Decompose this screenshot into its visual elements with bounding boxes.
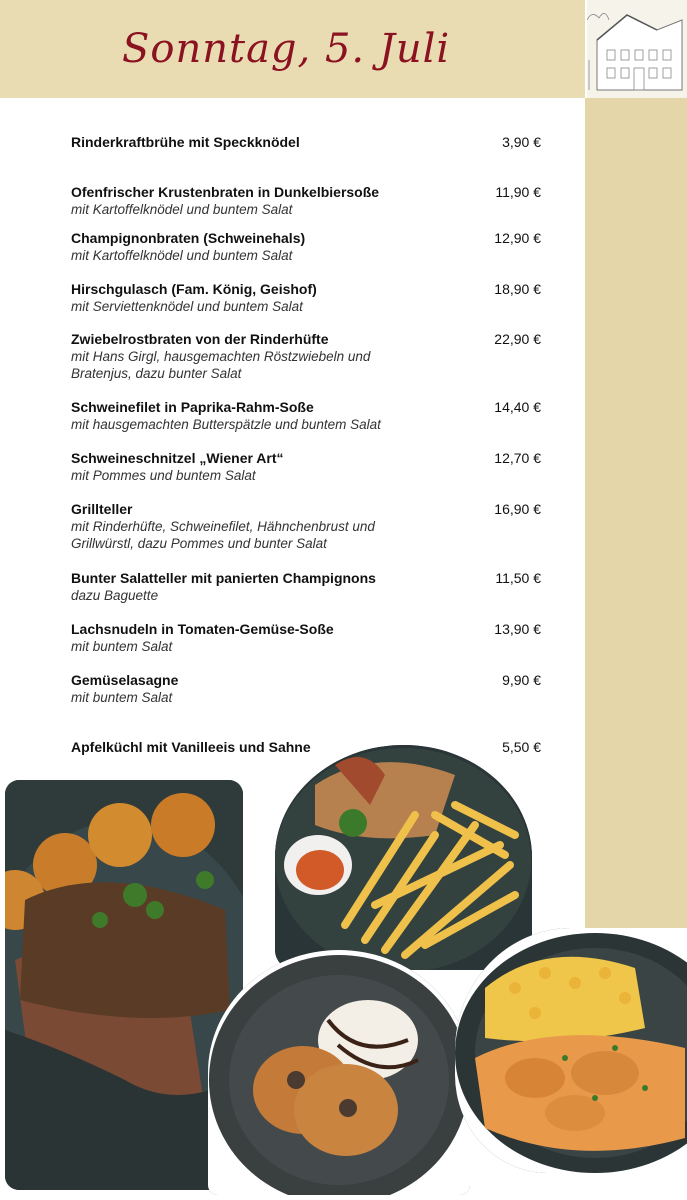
dish-price: 11,50 € — [495, 570, 541, 586]
dish-name: Champignonbraten (Schweinehals) — [71, 230, 306, 246]
dish-price: 12,70 € — [494, 450, 541, 466]
dish-description: mit Pommes und buntem Salat — [71, 468, 256, 483]
photo-schweinefilet — [455, 928, 687, 1173]
dish-description: dazu Baguette — [71, 588, 159, 603]
dish-price: 11,90 € — [495, 184, 541, 200]
dish-name: Grillteller — [71, 501, 133, 517]
dish-description: mit Rinderhüfte, Schweinefilet, Hähnchenbrust und Grillwürstl, dazu Pommes und bunter Salat — [71, 519, 375, 551]
dish-price: 13,90 € — [494, 621, 541, 637]
dish-price: 22,90 € — [494, 331, 541, 347]
photo-apfelkuechl — [208, 950, 470, 1195]
dish-name: Rinderkraftbrühe mit Speckknödel — [71, 134, 300, 150]
menu-item — [71, 230, 541, 264]
dish-price: 16,90 € — [494, 501, 541, 517]
dish-name: Hirschgulasch (Fam. König, Geishof) — [71, 281, 317, 297]
photo-grillteller — [275, 745, 532, 970]
menu-item — [71, 739, 541, 756]
dish-description: mit Serviettenknödel und buntem Salat — [71, 299, 303, 314]
dish-price: 9,90 € — [502, 672, 541, 688]
side-decor-band — [585, 98, 687, 928]
dish-price: 3,90 € — [502, 134, 541, 150]
dish-description: mit Kartoffelknödel und buntem Salat — [71, 202, 293, 217]
menu-item — [71, 399, 541, 433]
dish-description: mit Kartoffelknödel und buntem Salat — [71, 248, 293, 263]
dish-price: 14,40 € — [494, 399, 541, 415]
dish-name: Zwiebelrostbraten von der Rinderhüfte — [71, 331, 329, 347]
dish-description: mit hausgemachten Butterspätzle und buntem Salat — [71, 417, 381, 432]
menu-item — [71, 621, 541, 655]
menu-item — [71, 672, 541, 706]
dish-name: Gemüselasagne — [71, 672, 179, 688]
dish-name: Bunter Salatteller mit panierten Champignons — [71, 570, 376, 586]
menu-item — [71, 134, 541, 151]
menu-item — [71, 450, 541, 484]
page-title: Sonntag, 5. Juli — [122, 26, 451, 72]
dish-description: mit buntem Salat — [71, 690, 173, 705]
dish-name: Ofenfrischer Krustenbraten in Dunkelbiersoße — [71, 184, 380, 200]
dish-description: mit Hans Girgl, hausgemachten Röstzwiebeln und Bratenjus, dazu bunter Salat — [71, 349, 371, 381]
menu-item — [71, 501, 541, 552]
dish-name: Schweinefilet in Paprika-Rahm-Soße — [71, 399, 314, 415]
dish-description: mit buntem Salat — [71, 639, 173, 654]
menu-item — [71, 331, 541, 382]
dish-name: Schweineschnitzel „Wiener Art“ — [71, 450, 284, 466]
dish-name: Lachsnudeln in Tomaten-Gemüse-Soße — [71, 621, 334, 637]
dish-price: 5,50 € — [502, 739, 541, 755]
dish-price: 12,90 € — [494, 230, 541, 246]
inn-sketch-image — [587, 0, 687, 98]
dish-price: 18,90 € — [494, 281, 541, 297]
menu-item — [71, 281, 541, 315]
menu-item — [71, 570, 541, 604]
dish-name: Apfelküchl mit Vanilleeis und Sahne — [71, 739, 311, 755]
menu-item — [71, 184, 541, 218]
